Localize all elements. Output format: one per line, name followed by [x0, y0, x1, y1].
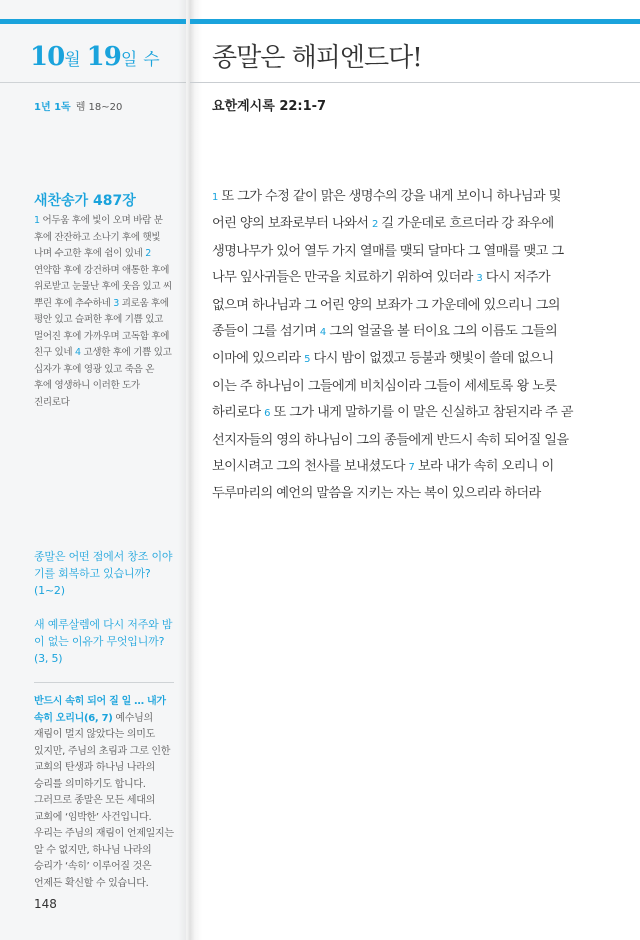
hymn-verse-number: 3 [113, 297, 119, 309]
commentary [34, 694, 174, 892]
hymn-verse-number: 1 [34, 215, 40, 226]
verse-text: 또 그가 내게 말하기를 이 말은 신실하고 참된지라 주 곧 선지자들의 영의 하나님이 그의 종들에게 반드시 속히 되어질 일을 보이시려고 그의 천사를 보내셨도다 [212, 405, 573, 475]
verse-number: 5 [304, 354, 310, 366]
page-gutter [178, 0, 202, 940]
page-title: 종말은 해피엔드다! [212, 43, 422, 73]
verse-text: 다시 저주가 없으며 하나님과 그 어린 양의 보좌가 그 가운데에 있으리니 그의 종들이 그를 섬기며 [212, 270, 560, 340]
hymn-title: 새찬송가 487장 [34, 193, 136, 209]
verse-text: 길 가운데로 흐르더라 강 좌우에 생명나무가 있어 열두 가지 열매를 맺되 달마다 그 열매를 맺고 그 나무 잎사귀들은 만국을 치료하기 위하여 있더라 [212, 216, 564, 286]
verse-text: 보라 내가 속히 오리니 이 두루마리의 예언의 말씀을 지키는 자는 복이 있으리라 하더라 [212, 459, 554, 502]
hymn-verse-text: 괴로움 후에 평안 있고 슬퍼한 후에 기쁨 있고 멀어진 후에 가까우며 고독함 후에 친구 있네 [34, 297, 170, 358]
date-heading [30, 42, 160, 72]
verse-number: 4 [319, 327, 326, 339]
verse-number: 6 [264, 408, 270, 420]
verse-text: 다시 밤이 없겠고 등불과 햇빛이 쓸데 없으니 이는 주 하나님이 그들에게 비치심이라 그들이 세세토록 왕 노릇 하리로다 [212, 351, 557, 421]
verse-number: 1 [212, 192, 218, 203]
sidebar-divider [0, 82, 186, 83]
hymn-verse-text: 고생한 후에 기쁨 있고 십자가 후에 영광 있고 죽음 온 후에 영생하니 이러한 도가 진리로다 [34, 347, 172, 408]
hymn-verse-text: 어두움 후에 빛이 오며 바람 분 후에 잔잔하고 소나기 후에 햇빛 나며 수고한 후에 쉼이 있네 [34, 215, 163, 259]
date-month-unit: 월 [64, 50, 81, 70]
scripture-text [212, 184, 580, 508]
verse-text: 그의 얼굴을 볼 터이요 그의 이름도 그들의 이마에 있으리라 [212, 324, 558, 367]
scripture-reference: 요한계시록 22:1-7 [212, 99, 327, 114]
reading-plan-ref: 렘 18~20 [75, 102, 123, 113]
date-month: 10 [30, 42, 65, 72]
verse-number: 2 [372, 219, 378, 231]
reading-plan [34, 98, 122, 113]
verse-number: 3 [476, 273, 483, 285]
page-number: 148 [34, 897, 57, 911]
date-day-unit: 일 [120, 50, 138, 70]
verse-number: 7 [408, 462, 415, 474]
accent-bar-right [190, 19, 640, 24]
commentary-body: 예수님의 재림이 멀지 않았다는 의미도 있지만, 주님의 초림과 그로 인한 교회의 탄생과 하나님 나라의 승리를 의미하기도 합니다. 그러므로 종말은 모든 세대의 교회에 ‘임박한’ 사건입니다. 우리는 주님의 재림이 언제일지는 알 수 없지만, 하나님 나라의 승리가 ‘속히’ 이루어질 것은 언제든 확신할 수 있습니다. [34, 712, 174, 889]
verse-text: 또 그가 수정 같이 맑은 생명수의 강을 내게 보이니 하나님과 및 어린 양의 보좌로부터 나와서 [212, 189, 561, 232]
reading-plan-label: 1년 1독 [34, 102, 71, 113]
accent-bar-left [0, 19, 186, 24]
commentary-divider [34, 682, 174, 683]
date-weekday: 수 [143, 50, 160, 70]
title-divider [190, 82, 640, 83]
hymn-verse-number: 4 [74, 347, 81, 358]
question-2: 새 예루살렘에 다시 저주와 밤이 없는 이유가 무엇입니까? (3, 5) [34, 618, 173, 665]
hymn-verse-number: 2 [145, 248, 152, 259]
commentary-heading: 반드시 속히 되어 질 일 … 내가 속히 오리니(6, 7) [34, 696, 166, 724]
hymn-verse-text: 연약함 후에 강건하며 애통한 후에 위로받고 눈물난 후에 웃음 있고 씨 뿌린 후에 추수하네 [34, 264, 172, 309]
sidebar [0, 0, 186, 940]
date-day: 19 [86, 42, 121, 72]
hymn-lyrics [34, 213, 174, 411]
question-1: 종말은 어떤 점에서 창조 이야기를 회복하고 있습니까? (1~2) [34, 550, 173, 597]
